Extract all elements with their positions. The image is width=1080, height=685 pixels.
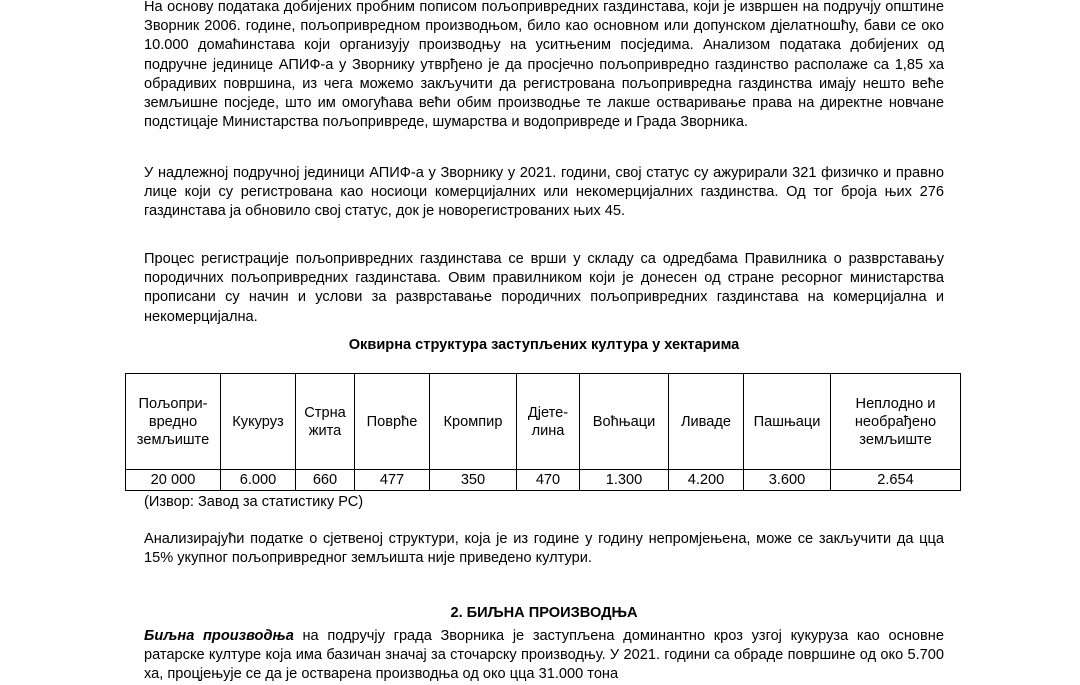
header-meadows: Ливаде [669, 374, 744, 470]
header-potato: Кромпир [430, 374, 517, 470]
table-cell: 20 000 [126, 470, 221, 491]
header-pastures: Пашњаци [744, 374, 831, 470]
paragraph-plant-production [144, 627, 944, 685]
table-cell: 2.654 [831, 470, 961, 491]
table-caption: Оквирна структура заступљених култура у хектарима [348, 337, 740, 353]
header-cereals: Стрна жита [296, 374, 355, 470]
header-vegetables: Поврће [355, 374, 430, 470]
table-cell: 1.300 [580, 470, 669, 491]
paragraph-registration-census: На основу података добијених пробним пописом пољопривредних газдинстава, који је извршен на подручју општине Зворник 2006. године, пољопривредном производњом, било као основном или допунском дјелатношћу, бави се око 10.000 домаћинстава који организују производњу на уситњеним посједима. Анализом података добијених од подручне јединице АПИФ-а у Зворнику утврђено је да просјечно пољопривредно газдинство располаже са 1,85 ха обрадивих површина, из чега можемо закључити да регистрована пољопривредна газдинства имају нешто веће земљишне посједе, што им омогућава већи обим производње те лакше остваривање права на директне новчане подстицаје Министарства пољопривреде, шумарства и водопривреде и Града Зворника. [144, 0, 944, 131]
table-cell: 660 [296, 470, 355, 491]
table-row [126, 470, 961, 491]
paragraph-registration-process: Процес регистрације пољопривредних газдинстава се врши у складу са одредбама Правилника о разврставању породичних пољопривредних газдинстава. Овим правилником који је донесен од стране ресорног министарства прописани су начин и услови за разврставање породичних пољопривредних газдинстава на комерцијална и некомерцијална. [144, 251, 944, 325]
table-cell: 4.200 [669, 470, 744, 491]
crop-structure-table [125, 373, 961, 491]
table-header-row [126, 374, 961, 470]
table-source-note: (Извор: Завод за статистику РС) [144, 494, 364, 510]
paragraph-sowing-structure: Анализирајући податке о сјетвеној структури, која је из године у годину непромјењена, може се закључити да цца 15% укупног пољопривредног земљишта није приведено култури. [144, 531, 944, 567]
header-agricultural-land: Пољопри- вредно земљиште [126, 374, 221, 470]
header-orchards: Воћњаци [580, 374, 669, 470]
table-cell: 350 [430, 470, 517, 491]
table-cell: 470 [517, 470, 580, 491]
table-cell: 477 [355, 470, 430, 491]
section-heading: 2. БИЉНА ПРОИЗВОДЊА [450, 605, 638, 621]
paragraph-apif-status: У надлежној подручној јединици АПИФ-а у Зворнику у 2021. години, свој статус су ажурирали 321 физичко и правно лице који су регистрована као носиоци комерцијалних или некомерцијалних газдинства. Од тог броја њих 276 газдинстава ја обновило свој статус, док је новорегистрованих њих 45. [144, 165, 944, 220]
header-clover: Дјете- лина [517, 374, 580, 470]
header-barren-land: Неплодно и необрађено земљиште [831, 374, 961, 470]
table-cell: 3.600 [744, 470, 831, 491]
table-cell: 6.000 [221, 470, 296, 491]
plant-production-lead: Биљна производња [144, 628, 294, 644]
header-corn: Кукуруз [221, 374, 296, 470]
plant-production-text: на подручју града Зворника је заступљена доминантно кроз узгој кукуруза као основне ратарске културе која има базичан значај за сточарску производњу. У 2021. години са обраде површине од око 5.700 ха, процјењује се да је остварена производња од око цца 31.000 тона [144, 628, 944, 683]
